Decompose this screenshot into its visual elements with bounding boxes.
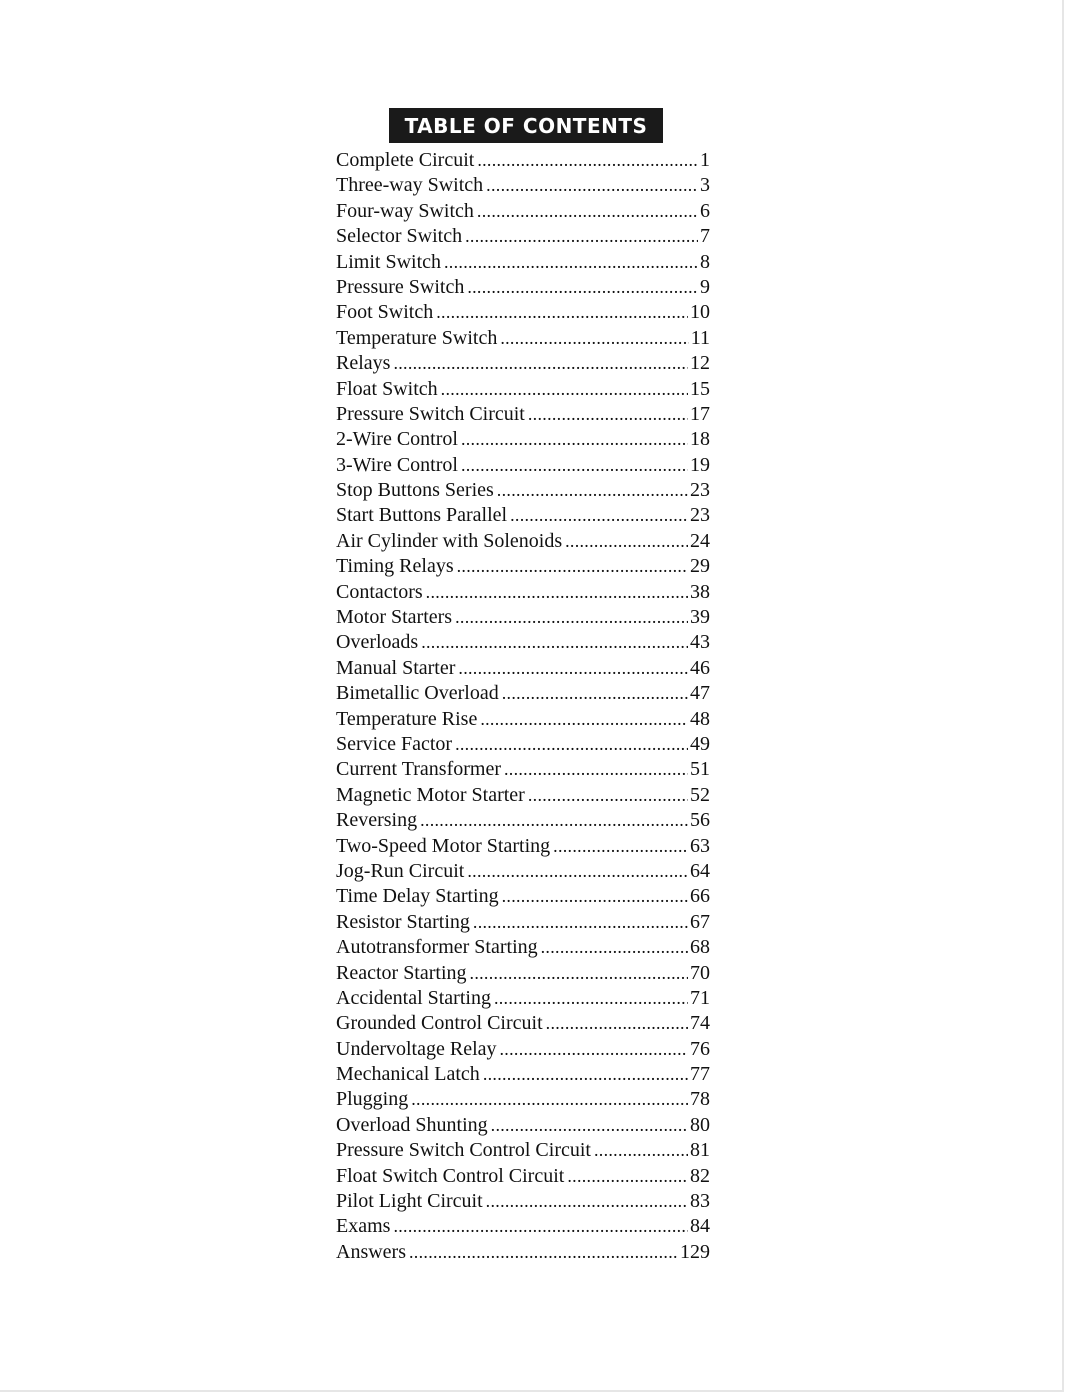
toc-entry-page-number: 29 bbox=[690, 555, 710, 578]
toc-entry-title: Float Switch Control Circuit bbox=[336, 1164, 565, 1187]
toc-dot-leader bbox=[510, 503, 688, 528]
toc-entry-page-number: 56 bbox=[690, 809, 710, 832]
toc-entry bbox=[336, 605, 710, 630]
toc-entry bbox=[336, 656, 710, 681]
toc-entry-page-number: 129 bbox=[680, 1240, 710, 1263]
toc-entry-page-number: 77 bbox=[690, 1063, 710, 1086]
toc-entry bbox=[336, 630, 710, 655]
toc-entry bbox=[336, 859, 710, 884]
toc-entry bbox=[336, 732, 710, 757]
toc-entry-page-number: 78 bbox=[690, 1088, 710, 1111]
toc-dot-leader bbox=[477, 148, 698, 173]
toc-entry-title: Pressure Switch Control Circuit bbox=[336, 1139, 591, 1162]
toc-entry-page-number: 6 bbox=[700, 199, 710, 222]
toc-entry bbox=[336, 529, 710, 554]
toc-entry bbox=[336, 1113, 710, 1138]
toc-entry bbox=[336, 402, 710, 427]
toc-entry-page-number: 43 bbox=[690, 631, 710, 654]
toc-entry-page-number: 46 bbox=[690, 656, 710, 679]
toc-entry-title: Temperature Switch bbox=[336, 326, 498, 349]
toc-dot-leader bbox=[565, 529, 688, 554]
toc-entry bbox=[336, 1240, 710, 1265]
toc-entry-page-number: 51 bbox=[690, 758, 710, 781]
toc-entry-title: Answers bbox=[336, 1240, 406, 1263]
toc-entry-title: Exams bbox=[336, 1215, 391, 1238]
toc-entry-page-number: 71 bbox=[690, 986, 710, 1009]
toc-entry bbox=[336, 224, 710, 249]
toc-entry-title: 2-Wire Control bbox=[336, 428, 458, 451]
toc-entry-page-number: 67 bbox=[690, 910, 710, 933]
toc-entry-title: Plugging bbox=[336, 1088, 409, 1111]
toc-entry-title: Current Transformer bbox=[336, 758, 501, 781]
toc-dot-leader bbox=[455, 732, 688, 757]
toc-dot-leader bbox=[541, 935, 688, 960]
toc-entry-title: Complete Circuit bbox=[336, 149, 475, 171]
toc-dot-leader bbox=[461, 427, 688, 452]
toc-entry-title: Temperature Rise bbox=[336, 707, 478, 730]
toc-dot-leader bbox=[477, 199, 698, 224]
toc-dot-leader bbox=[444, 250, 698, 275]
toc-entry-title: Reactor Starting bbox=[336, 961, 467, 984]
toc-entry bbox=[336, 1138, 710, 1163]
toc-entry-title: Overload Shunting bbox=[336, 1113, 488, 1136]
toc-dot-leader bbox=[486, 1189, 688, 1214]
toc-entry-title: Foot Switch bbox=[336, 301, 434, 324]
toc-entry-page-number: 10 bbox=[690, 301, 710, 324]
toc-entry bbox=[336, 427, 710, 452]
toc-entry-title: Two-Speed Motor Starting bbox=[336, 834, 551, 857]
toc-entry-page-number: 82 bbox=[690, 1164, 710, 1187]
toc-entry bbox=[336, 351, 710, 376]
toc-entry bbox=[336, 935, 710, 960]
toc-entry-page-number: 52 bbox=[690, 783, 710, 806]
toc-entry-title: Four-way Switch bbox=[336, 199, 474, 222]
toc-entry-page-number: 18 bbox=[690, 428, 710, 451]
toc-dot-leader bbox=[497, 478, 688, 503]
toc-dot-leader bbox=[594, 1138, 688, 1163]
toc-entry bbox=[336, 503, 710, 528]
toc-entry-title: 3-Wire Control bbox=[336, 453, 458, 476]
toc-entry bbox=[336, 808, 710, 833]
toc-entry-page-number: 76 bbox=[690, 1037, 710, 1060]
toc-entry-page-number: 17 bbox=[690, 402, 710, 425]
toc-entry bbox=[336, 834, 710, 859]
toc-entry-title: Stop Buttons Series bbox=[336, 479, 494, 502]
toc-entry-title: Pilot Light Circuit bbox=[336, 1190, 483, 1213]
toc-dot-leader bbox=[546, 1011, 688, 1036]
toc-entry bbox=[336, 453, 710, 478]
toc-entry-title: Service Factor bbox=[336, 732, 453, 755]
toc-entry bbox=[336, 1087, 710, 1112]
toc-entry-title: Reversing bbox=[336, 809, 418, 832]
toc-entry-page-number: 15 bbox=[690, 377, 710, 400]
toc-dot-leader bbox=[480, 707, 688, 732]
toc-entry-page-number: 23 bbox=[690, 479, 710, 502]
toc-dot-leader bbox=[494, 986, 688, 1011]
toc-dot-leader bbox=[409, 1240, 678, 1265]
toc-dot-leader bbox=[467, 275, 698, 300]
toc-entry bbox=[336, 707, 710, 732]
toc-dot-leader bbox=[393, 351, 688, 376]
toc-dot-leader bbox=[500, 1037, 689, 1062]
toc-dot-leader bbox=[502, 884, 688, 909]
toc-entry-page-number: 47 bbox=[690, 682, 710, 705]
toc-entry-title: Jog-Run Circuit bbox=[336, 859, 465, 882]
toc-entry-page-number: 38 bbox=[690, 580, 710, 603]
toc-dot-leader bbox=[426, 580, 688, 605]
toc-dot-leader bbox=[461, 453, 688, 478]
toc-entry-title: Undervoltage Relay bbox=[336, 1037, 497, 1060]
toc-dot-leader bbox=[421, 630, 688, 655]
toc-heading: TABLE OF CONTENTS bbox=[404, 113, 648, 138]
toc-entry-page-number: 84 bbox=[690, 1215, 710, 1238]
toc-dot-leader bbox=[491, 1113, 688, 1138]
toc-entry-title: Pressure Switch bbox=[336, 275, 465, 298]
toc-dot-leader bbox=[393, 1214, 688, 1239]
toc-entry bbox=[336, 757, 710, 782]
toc-dot-leader bbox=[467, 859, 688, 884]
toc-entry-page-number: 7 bbox=[700, 225, 710, 248]
toc-entry-title: Mechanical Latch bbox=[336, 1063, 480, 1086]
toc-entry bbox=[336, 884, 710, 909]
toc-dot-leader bbox=[528, 402, 688, 427]
toc-entry-page-number: 74 bbox=[690, 1012, 710, 1035]
toc-entry-page-number: 9 bbox=[700, 275, 710, 298]
toc-dot-leader bbox=[441, 377, 688, 402]
toc-entry-page-number: 68 bbox=[690, 936, 710, 959]
toc-dot-leader bbox=[420, 808, 688, 833]
toc-entry bbox=[336, 478, 710, 503]
toc-entry-title: Manual Starter bbox=[336, 656, 456, 679]
toc-entry bbox=[336, 377, 710, 402]
toc-entry bbox=[336, 148, 710, 173]
toc-entry-title: Pressure Switch Circuit bbox=[336, 402, 525, 425]
toc-entry bbox=[336, 783, 710, 808]
toc-entry bbox=[336, 986, 710, 1011]
toc-entry-title: Grounded Control Circuit bbox=[336, 1012, 543, 1035]
toc-dot-leader bbox=[455, 605, 688, 630]
toc-dot-leader bbox=[436, 300, 688, 325]
toc-entry-title: Start Buttons Parallel bbox=[336, 504, 508, 527]
toc-entry-title: Resistor Starting bbox=[336, 910, 470, 933]
toc-entry-page-number: 19 bbox=[690, 453, 710, 476]
toc-entry-title: Selector Switch bbox=[336, 225, 463, 248]
toc-entry-page-number: 23 bbox=[690, 504, 710, 527]
toc-list bbox=[336, 148, 710, 1265]
toc-entry bbox=[336, 910, 710, 935]
toc-dot-leader bbox=[465, 224, 698, 249]
toc-entry bbox=[336, 300, 710, 325]
toc-entry bbox=[336, 681, 710, 706]
toc-entry bbox=[336, 1011, 710, 1036]
toc-entry-page-number: 83 bbox=[690, 1190, 710, 1213]
toc-entry-title: Accidental Starting bbox=[336, 986, 491, 1009]
toc-entry-title: Magnetic Motor Starter bbox=[336, 783, 525, 806]
toc-dot-leader bbox=[528, 783, 688, 808]
toc-entry-page-number: 66 bbox=[690, 885, 710, 908]
toc-dot-leader bbox=[473, 910, 688, 935]
toc-dot-leader bbox=[458, 656, 688, 681]
toc-entry-title: Three-way Switch bbox=[336, 174, 484, 197]
toc-entry-title: Timing Relays bbox=[336, 555, 454, 578]
toc-entry-page-number: 80 bbox=[690, 1113, 710, 1136]
toc-entry-title: Overloads bbox=[336, 631, 419, 654]
toc-entry-title: Bimetallic Overload bbox=[336, 682, 499, 705]
toc-entry-title: Contactors bbox=[336, 580, 423, 603]
toc-heading-banner bbox=[389, 108, 663, 143]
toc-entry-page-number: 1 bbox=[700, 149, 710, 171]
toc-entry bbox=[336, 554, 710, 579]
toc-entry bbox=[336, 1037, 710, 1062]
toc-entry-page-number: 39 bbox=[690, 606, 710, 629]
toc-entry-page-number: 48 bbox=[690, 707, 710, 730]
toc-entry-title: Limit Switch bbox=[336, 250, 441, 273]
toc-entry-page-number: 63 bbox=[690, 834, 710, 857]
toc-dot-leader bbox=[553, 834, 688, 859]
toc-entry-page-number: 12 bbox=[690, 352, 710, 375]
toc-entry-title: Motor Starters bbox=[336, 606, 453, 629]
toc-dot-leader bbox=[483, 1062, 688, 1087]
toc-entry bbox=[336, 326, 710, 351]
toc-dot-leader bbox=[411, 1087, 688, 1112]
toc-dot-leader bbox=[457, 554, 688, 579]
toc-dot-leader bbox=[502, 681, 688, 706]
toc-dot-leader bbox=[470, 961, 688, 986]
toc-entry bbox=[336, 1062, 710, 1087]
toc-entry-title: Time Delay Starting bbox=[336, 885, 499, 908]
toc-entry-page-number: 70 bbox=[690, 961, 710, 984]
toc-entry bbox=[336, 173, 710, 198]
toc-entry-page-number: 3 bbox=[700, 174, 710, 197]
toc-dot-leader bbox=[567, 1164, 688, 1189]
toc-entry bbox=[336, 1214, 710, 1239]
toc-entry-page-number: 64 bbox=[690, 859, 710, 882]
toc-dot-leader bbox=[504, 757, 688, 782]
toc-entry bbox=[336, 580, 710, 605]
toc-dot-leader bbox=[500, 326, 688, 351]
toc-entry-page-number: 8 bbox=[700, 250, 710, 273]
toc-dot-leader bbox=[486, 173, 698, 198]
toc-entry-page-number: 49 bbox=[690, 732, 710, 755]
toc-entry-title: Autotransformer Starting bbox=[336, 936, 538, 959]
toc-entry bbox=[336, 1164, 710, 1189]
toc-entry-page-number: 11 bbox=[690, 326, 710, 349]
toc-entry-page-number: 81 bbox=[690, 1139, 710, 1162]
toc-entry bbox=[336, 250, 710, 275]
toc-entry bbox=[336, 199, 710, 224]
toc-entry-title: Float Switch bbox=[336, 377, 438, 400]
toc-entry bbox=[336, 961, 710, 986]
toc-entry-title: Relays bbox=[336, 352, 391, 375]
toc-entry-title: Air Cylinder with Solenoids bbox=[336, 529, 563, 552]
toc-entry bbox=[336, 1189, 710, 1214]
toc-entry bbox=[336, 275, 710, 300]
toc-entry-page-number: 24 bbox=[690, 529, 710, 552]
